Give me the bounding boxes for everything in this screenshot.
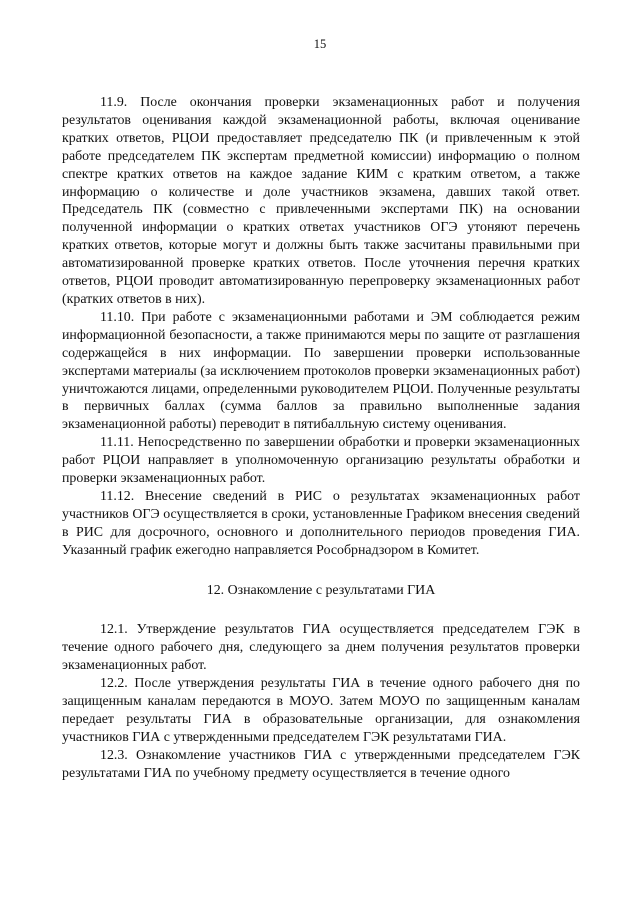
paragraph-11-10: 11.10. При работе с экзаменационными работами и ЭМ соблюдается режим информационной безопасности, а также принимаются меры по защите от разглашения содержащейся в них информации. По завершении проверки использованные экспертами материалы (за исключением протоколов проверки экзаменационных работ) уничтожаются лицами, определенными руководителем РЦОИ. Полученные результаты в первичных баллах (сумма баллов за правильно выполненные задания экзаменационной работы) переводит в пятибалльную систему оценивания. bbox=[62, 309, 580, 433]
paragraph-11-12: 11.12. Внесение сведений в РИС о результатах экзаменационных работ участников ОГЭ осуществляется в сроки, установленные Графиком внесения сведений в РИС для досрочного, основного и дополнительного периодов проведения ГИА. Указанный график ежегодно направляется Рособрнадзором в Комитет. bbox=[62, 488, 580, 558]
paragraph-11-11: 11.11. Непосредственно по завершении обработки и проверки экзаменационных работ РЦОИ направляет в уполномоченную организацию результаты обработки и проверки экзаменационных работ. bbox=[62, 435, 580, 487]
paragraph-12-3: 12.3. Ознакомление участников ГИА с утвержденными председателем ГЭК результатами ГИА по учебному предмету осуществляется в течение одного bbox=[62, 747, 580, 781]
page-number: 15 bbox=[313, 37, 327, 51]
paragraph-11-9: 11.9. После окончания проверки экзаменационных работ и получения результатов оценивания каждой экзаменационной работы, включая оценивание кратких ответов, РЦОИ предоставляет председателю ПК (и привлеченным к этой работе председателем ПК экспертам предметной комиссии) информацию о полном спектре кратких ответов на каждое задание КИМ с кратким ответом, а также информацию о количестве и доле участников экзамена, давших такой ответ. Председатель ПК (совместно с привлеченными экспертами ПК) на основании полученной информации о кратких ответах участников ОГЭ утоняют перечень кратких ответов, которые могут и должны быть также засчитаны правильными при автоматизированной проверке кратких ответов. После уточнения перечня кратких ответов, РЦОИ проводит автоматизированную перепроверку экзаменационных работ (кратких ответов в них). bbox=[62, 95, 580, 307]
document-body bbox=[62, 94, 580, 783]
paragraph-12-1: 12.1. Утверждение результатов ГИА осуществляется председателем ГЭК в течение одного рабочего дня, следующего за днем получения результатов проверки экзаменационных работ. bbox=[62, 622, 580, 674]
paragraph-12-2: 12.2. После утверждения результаты ГИА в течение одного рабочего дня по защищенным каналам передаются в МОУО. Затем МОУО по защищенным каналам передает результаты ГИА в образовательные организации, для ознакомления участников ГИА с утвержденными председателем ГЭК результатами ГИА. bbox=[62, 676, 580, 745]
section-heading: 12. Ознакомление с результатами ГИА bbox=[206, 582, 436, 598]
